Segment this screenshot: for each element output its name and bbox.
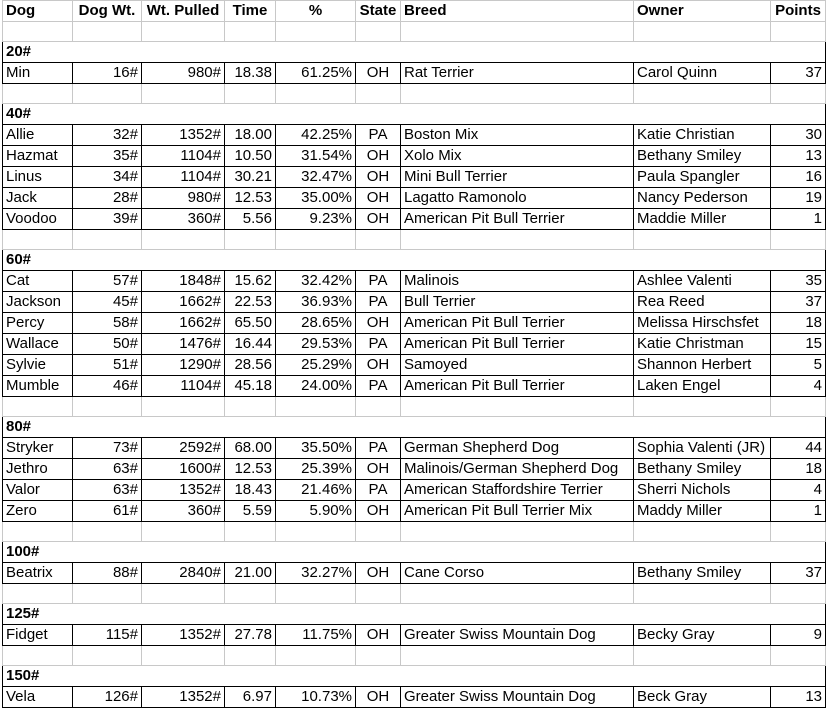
owner-cell: Nancy Pederson: [634, 188, 771, 209]
blank-cell: [276, 397, 356, 417]
time-cell: 12.53: [225, 188, 276, 209]
header-row: [3, 1, 826, 22]
table-row: [3, 687, 826, 708]
header-state: State: [356, 1, 401, 22]
blank-row: [3, 646, 826, 666]
table-row: [3, 271, 826, 292]
points-cell: 37: [771, 563, 826, 584]
blank-cell: [73, 646, 142, 666]
points-cell: 13: [771, 687, 826, 708]
percent-cell: 25.39%: [276, 459, 356, 480]
weight-pulled-cell: 1104#: [142, 146, 225, 167]
weight-class-row: [3, 250, 826, 271]
state-cell: OH: [356, 625, 401, 646]
owner-cell: Ashlee Valenti: [634, 271, 771, 292]
dog-name-cell: Cat: [3, 271, 73, 292]
table-row: [3, 188, 826, 209]
time-cell: 6.97: [225, 687, 276, 708]
owner-cell: Maddy Miller: [634, 501, 771, 522]
weight-pulled-cell: 1352#: [142, 125, 225, 146]
points-cell: 4: [771, 376, 826, 397]
weight-pulled-cell: 1290#: [142, 355, 225, 376]
blank-row: [3, 230, 826, 250]
weight-class-label: 100#: [3, 542, 826, 563]
state-cell: OH: [356, 167, 401, 188]
blank-cell: [225, 22, 276, 42]
blank-cell: [401, 84, 634, 104]
state-cell: PA: [356, 334, 401, 355]
owner-cell: Carol Quinn: [634, 63, 771, 84]
blank-row: [3, 84, 826, 104]
weight-pulled-cell: 2840#: [142, 563, 225, 584]
blank-cell: [3, 646, 73, 666]
blank-cell: [401, 22, 634, 42]
dog-weight-cell: 115#: [73, 625, 142, 646]
blank-cell: [73, 397, 142, 417]
table-row: [3, 376, 826, 397]
points-cell: 1: [771, 209, 826, 230]
weight-pulled-cell: 1104#: [142, 167, 225, 188]
blank-cell: [276, 230, 356, 250]
state-cell: OH: [356, 355, 401, 376]
blank-cell: [225, 522, 276, 542]
percent-cell: 36.93%: [276, 292, 356, 313]
state-cell: OH: [356, 209, 401, 230]
percent-cell: 9.23%: [276, 209, 356, 230]
blank-cell: [73, 230, 142, 250]
blank-cell: [142, 84, 225, 104]
blank-cell: [356, 584, 401, 604]
header-percent: %: [276, 1, 356, 22]
breed-cell: American Pit Bull Terrier: [401, 313, 634, 334]
time-cell: 5.59: [225, 501, 276, 522]
results-body: [3, 22, 826, 708]
blank-cell: [276, 84, 356, 104]
time-cell: 15.62: [225, 271, 276, 292]
dog-weight-cell: 73#: [73, 438, 142, 459]
points-cell: 5: [771, 355, 826, 376]
owner-cell: Shannon Herbert: [634, 355, 771, 376]
blank-cell: [225, 230, 276, 250]
header-dog-weight: Dog Wt.: [73, 1, 142, 22]
state-cell: PA: [356, 480, 401, 501]
blank-cell: [634, 230, 771, 250]
weight-pulled-cell: 1352#: [142, 480, 225, 501]
dog-name-cell: Sylvie: [3, 355, 73, 376]
percent-cell: 32.27%: [276, 563, 356, 584]
dog-weight-cell: 32#: [73, 125, 142, 146]
dog-name-cell: Vela: [3, 687, 73, 708]
points-cell: 16: [771, 167, 826, 188]
blank-cell: [771, 646, 826, 666]
percent-cell: 28.65%: [276, 313, 356, 334]
time-cell: 22.53: [225, 292, 276, 313]
blank-cell: [3, 584, 73, 604]
blank-cell: [771, 22, 826, 42]
state-cell: PA: [356, 271, 401, 292]
dog-weight-cell: 28#: [73, 188, 142, 209]
state-cell: PA: [356, 125, 401, 146]
time-cell: 45.18: [225, 376, 276, 397]
dog-weight-cell: 50#: [73, 334, 142, 355]
time-cell: 18.43: [225, 480, 276, 501]
blank-cell: [3, 22, 73, 42]
dog-weight-cell: 88#: [73, 563, 142, 584]
time-cell: 5.56: [225, 209, 276, 230]
breed-cell: Malinois: [401, 271, 634, 292]
weight-class-row: [3, 417, 826, 438]
weight-pulled-cell: 1848#: [142, 271, 225, 292]
breed-cell: Rat Terrier: [401, 63, 634, 84]
blank-row: [3, 22, 826, 42]
breed-cell: German Shepherd Dog: [401, 438, 634, 459]
weight-pulled-cell: 980#: [142, 188, 225, 209]
weight-class-row: [3, 604, 826, 625]
owner-cell: Sherri Nichols: [634, 480, 771, 501]
weight-class-label: 20#: [3, 42, 826, 63]
time-cell: 68.00: [225, 438, 276, 459]
blank-cell: [401, 230, 634, 250]
weight-pulled-cell: 980#: [142, 63, 225, 84]
dog-name-cell: Zero: [3, 501, 73, 522]
dog-name-cell: Min: [3, 63, 73, 84]
blank-cell: [356, 397, 401, 417]
table-row: [3, 459, 826, 480]
dog-weight-cell: 16#: [73, 63, 142, 84]
percent-cell: 10.73%: [276, 687, 356, 708]
state-cell: OH: [356, 563, 401, 584]
state-cell: PA: [356, 438, 401, 459]
breed-cell: Greater Swiss Mountain Dog: [401, 687, 634, 708]
blank-cell: [356, 84, 401, 104]
breed-cell: Greater Swiss Mountain Dog: [401, 625, 634, 646]
points-cell: 37: [771, 63, 826, 84]
breed-cell: Cane Corso: [401, 563, 634, 584]
points-cell: 9: [771, 625, 826, 646]
blank-cell: [771, 397, 826, 417]
points-cell: 18: [771, 313, 826, 334]
dog-weight-cell: 35#: [73, 146, 142, 167]
blank-cell: [356, 522, 401, 542]
percent-cell: 35.00%: [276, 188, 356, 209]
weight-pulled-cell: 2592#: [142, 438, 225, 459]
breed-cell: American Pit Bull Terrier: [401, 334, 634, 355]
blank-cell: [73, 84, 142, 104]
blank-cell: [771, 584, 826, 604]
header-owner: Owner: [634, 1, 771, 22]
weight-class-row: [3, 542, 826, 563]
blank-cell: [356, 230, 401, 250]
table-row: [3, 146, 826, 167]
dog-name-cell: Valor: [3, 480, 73, 501]
dog-name-cell: Jackson: [3, 292, 73, 313]
blank-cell: [771, 230, 826, 250]
owner-cell: Katie Christman: [634, 334, 771, 355]
points-cell: 37: [771, 292, 826, 313]
percent-cell: 29.53%: [276, 334, 356, 355]
points-cell: 30: [771, 125, 826, 146]
blank-cell: [73, 584, 142, 604]
percent-cell: 24.00%: [276, 376, 356, 397]
time-cell: 16.44: [225, 334, 276, 355]
results-sheet: [2, 0, 826, 708]
percent-cell: 42.25%: [276, 125, 356, 146]
dog-name-cell: Allie: [3, 125, 73, 146]
table-row: [3, 209, 826, 230]
owner-cell: Sophia Valenti (JR): [634, 438, 771, 459]
table-row: [3, 480, 826, 501]
blank-cell: [142, 397, 225, 417]
weight-pulled-cell: 1476#: [142, 334, 225, 355]
blank-cell: [356, 646, 401, 666]
blank-cell: [3, 397, 73, 417]
time-cell: 65.50: [225, 313, 276, 334]
owner-cell: Paula Spangler: [634, 167, 771, 188]
time-cell: 27.78: [225, 625, 276, 646]
state-cell: OH: [356, 501, 401, 522]
blank-row: [3, 522, 826, 542]
dog-name-cell: Hazmat: [3, 146, 73, 167]
state-cell: OH: [356, 687, 401, 708]
blank-cell: [276, 22, 356, 42]
points-cell: 13: [771, 146, 826, 167]
owner-cell: Becky Gray: [634, 625, 771, 646]
table-row: [3, 438, 826, 459]
dog-weight-cell: 46#: [73, 376, 142, 397]
blank-cell: [3, 522, 73, 542]
points-cell: 44: [771, 438, 826, 459]
breed-cell: Mini Bull Terrier: [401, 167, 634, 188]
blank-cell: [634, 584, 771, 604]
weight-class-row: [3, 666, 826, 687]
dog-name-cell: Percy: [3, 313, 73, 334]
weight-class-row: [3, 42, 826, 63]
table-row: [3, 125, 826, 146]
weight-class-label: 60#: [3, 250, 826, 271]
points-cell: 18: [771, 459, 826, 480]
points-cell: 15: [771, 334, 826, 355]
dog-name-cell: Voodoo: [3, 209, 73, 230]
blank-cell: [73, 522, 142, 542]
owner-cell: Rea Reed: [634, 292, 771, 313]
table-row: [3, 355, 826, 376]
blank-cell: [225, 584, 276, 604]
percent-cell: 32.42%: [276, 271, 356, 292]
weight-class-label: 80#: [3, 417, 826, 438]
table-row: [3, 625, 826, 646]
dog-name-cell: Stryker: [3, 438, 73, 459]
breed-cell: American Staffordshire Terrier: [401, 480, 634, 501]
header-points: Points: [771, 1, 826, 22]
blank-cell: [276, 522, 356, 542]
table-row: [3, 313, 826, 334]
dog-weight-cell: 34#: [73, 167, 142, 188]
blank-cell: [142, 646, 225, 666]
weight-pulled-cell: 1600#: [142, 459, 225, 480]
owner-cell: Bethany Smiley: [634, 563, 771, 584]
weight-class-label: 40#: [3, 104, 826, 125]
state-cell: PA: [356, 376, 401, 397]
weight-class-label: 150#: [3, 666, 826, 687]
state-cell: OH: [356, 63, 401, 84]
time-cell: 18.00: [225, 125, 276, 146]
blank-cell: [634, 84, 771, 104]
results-table: [2, 0, 826, 708]
dog-weight-cell: 126#: [73, 687, 142, 708]
header-dog: Dog: [3, 1, 73, 22]
weight-pulled-cell: 1662#: [142, 313, 225, 334]
state-cell: OH: [356, 146, 401, 167]
owner-cell: Melissa Hirschsfet: [634, 313, 771, 334]
blank-cell: [142, 584, 225, 604]
table-row: [3, 334, 826, 355]
blank-cell: [142, 522, 225, 542]
dog-name-cell: Jethro: [3, 459, 73, 480]
blank-cell: [142, 230, 225, 250]
points-cell: 19: [771, 188, 826, 209]
dog-name-cell: Linus: [3, 167, 73, 188]
owner-cell: Maddie Miller: [634, 209, 771, 230]
dog-weight-cell: 63#: [73, 459, 142, 480]
blank-cell: [401, 397, 634, 417]
weight-pulled-cell: 1662#: [142, 292, 225, 313]
blank-cell: [3, 230, 73, 250]
breed-cell: American Pit Bull Terrier Mix: [401, 501, 634, 522]
weight-pulled-cell: 1352#: [142, 625, 225, 646]
breed-cell: Xolo Mix: [401, 146, 634, 167]
blank-cell: [634, 522, 771, 542]
blank-row: [3, 397, 826, 417]
time-cell: 21.00: [225, 563, 276, 584]
blank-cell: [771, 522, 826, 542]
weight-pulled-cell: 360#: [142, 501, 225, 522]
table-row: [3, 63, 826, 84]
blank-cell: [225, 397, 276, 417]
dog-weight-cell: 61#: [73, 501, 142, 522]
dog-weight-cell: 58#: [73, 313, 142, 334]
owner-cell: Laken Engel: [634, 376, 771, 397]
dog-weight-cell: 63#: [73, 480, 142, 501]
points-cell: 1: [771, 501, 826, 522]
dog-weight-cell: 39#: [73, 209, 142, 230]
percent-cell: 61.25%: [276, 63, 356, 84]
blank-cell: [276, 584, 356, 604]
table-row: [3, 292, 826, 313]
blank-cell: [634, 397, 771, 417]
breed-cell: Bull Terrier: [401, 292, 634, 313]
points-cell: 4: [771, 480, 826, 501]
percent-cell: 35.50%: [276, 438, 356, 459]
percent-cell: 32.47%: [276, 167, 356, 188]
dog-name-cell: Jack: [3, 188, 73, 209]
blank-cell: [771, 84, 826, 104]
breed-cell: American Pit Bull Terrier: [401, 376, 634, 397]
table-row: [3, 501, 826, 522]
header-breed: Breed: [401, 1, 634, 22]
weight-class-label: 125#: [3, 604, 826, 625]
percent-cell: 21.46%: [276, 480, 356, 501]
blank-cell: [356, 22, 401, 42]
breed-cell: American Pit Bull Terrier: [401, 209, 634, 230]
blank-cell: [401, 646, 634, 666]
header-time: Time: [225, 1, 276, 22]
owner-cell: Bethany Smiley: [634, 146, 771, 167]
state-cell: OH: [356, 188, 401, 209]
weight-pulled-cell: 1104#: [142, 376, 225, 397]
owner-cell: Katie Christian: [634, 125, 771, 146]
blank-cell: [73, 22, 142, 42]
weight-pulled-cell: 1352#: [142, 687, 225, 708]
breed-cell: Boston Mix: [401, 125, 634, 146]
owner-cell: Beck Gray: [634, 687, 771, 708]
dog-weight-cell: 51#: [73, 355, 142, 376]
table-row: [3, 563, 826, 584]
header-weight-pulled: Wt. Pulled: [142, 1, 225, 22]
state-cell: OH: [356, 459, 401, 480]
weight-pulled-cell: 360#: [142, 209, 225, 230]
owner-cell: Bethany Smiley: [634, 459, 771, 480]
blank-cell: [634, 22, 771, 42]
time-cell: 30.21: [225, 167, 276, 188]
dog-name-cell: Wallace: [3, 334, 73, 355]
weight-class-row: [3, 104, 826, 125]
percent-cell: 31.54%: [276, 146, 356, 167]
dog-name-cell: Beatrix: [3, 563, 73, 584]
time-cell: 12.53: [225, 459, 276, 480]
blank-cell: [401, 584, 634, 604]
table-row: [3, 167, 826, 188]
percent-cell: 5.90%: [276, 501, 356, 522]
breed-cell: Samoyed: [401, 355, 634, 376]
dog-weight-cell: 45#: [73, 292, 142, 313]
time-cell: 18.38: [225, 63, 276, 84]
breed-cell: Malinois/German Shepherd Dog: [401, 459, 634, 480]
blank-cell: [142, 22, 225, 42]
dog-weight-cell: 57#: [73, 271, 142, 292]
blank-cell: [225, 84, 276, 104]
blank-row: [3, 584, 826, 604]
blank-cell: [276, 646, 356, 666]
state-cell: OH: [356, 313, 401, 334]
blank-cell: [634, 646, 771, 666]
percent-cell: 11.75%: [276, 625, 356, 646]
dog-name-cell: Fidget: [3, 625, 73, 646]
blank-cell: [3, 84, 73, 104]
blank-cell: [401, 522, 634, 542]
time-cell: 10.50: [225, 146, 276, 167]
dog-name-cell: Mumble: [3, 376, 73, 397]
points-cell: 35: [771, 271, 826, 292]
state-cell: PA: [356, 292, 401, 313]
breed-cell: Lagatto Ramonolo: [401, 188, 634, 209]
percent-cell: 25.29%: [276, 355, 356, 376]
time-cell: 28.56: [225, 355, 276, 376]
blank-cell: [225, 646, 276, 666]
